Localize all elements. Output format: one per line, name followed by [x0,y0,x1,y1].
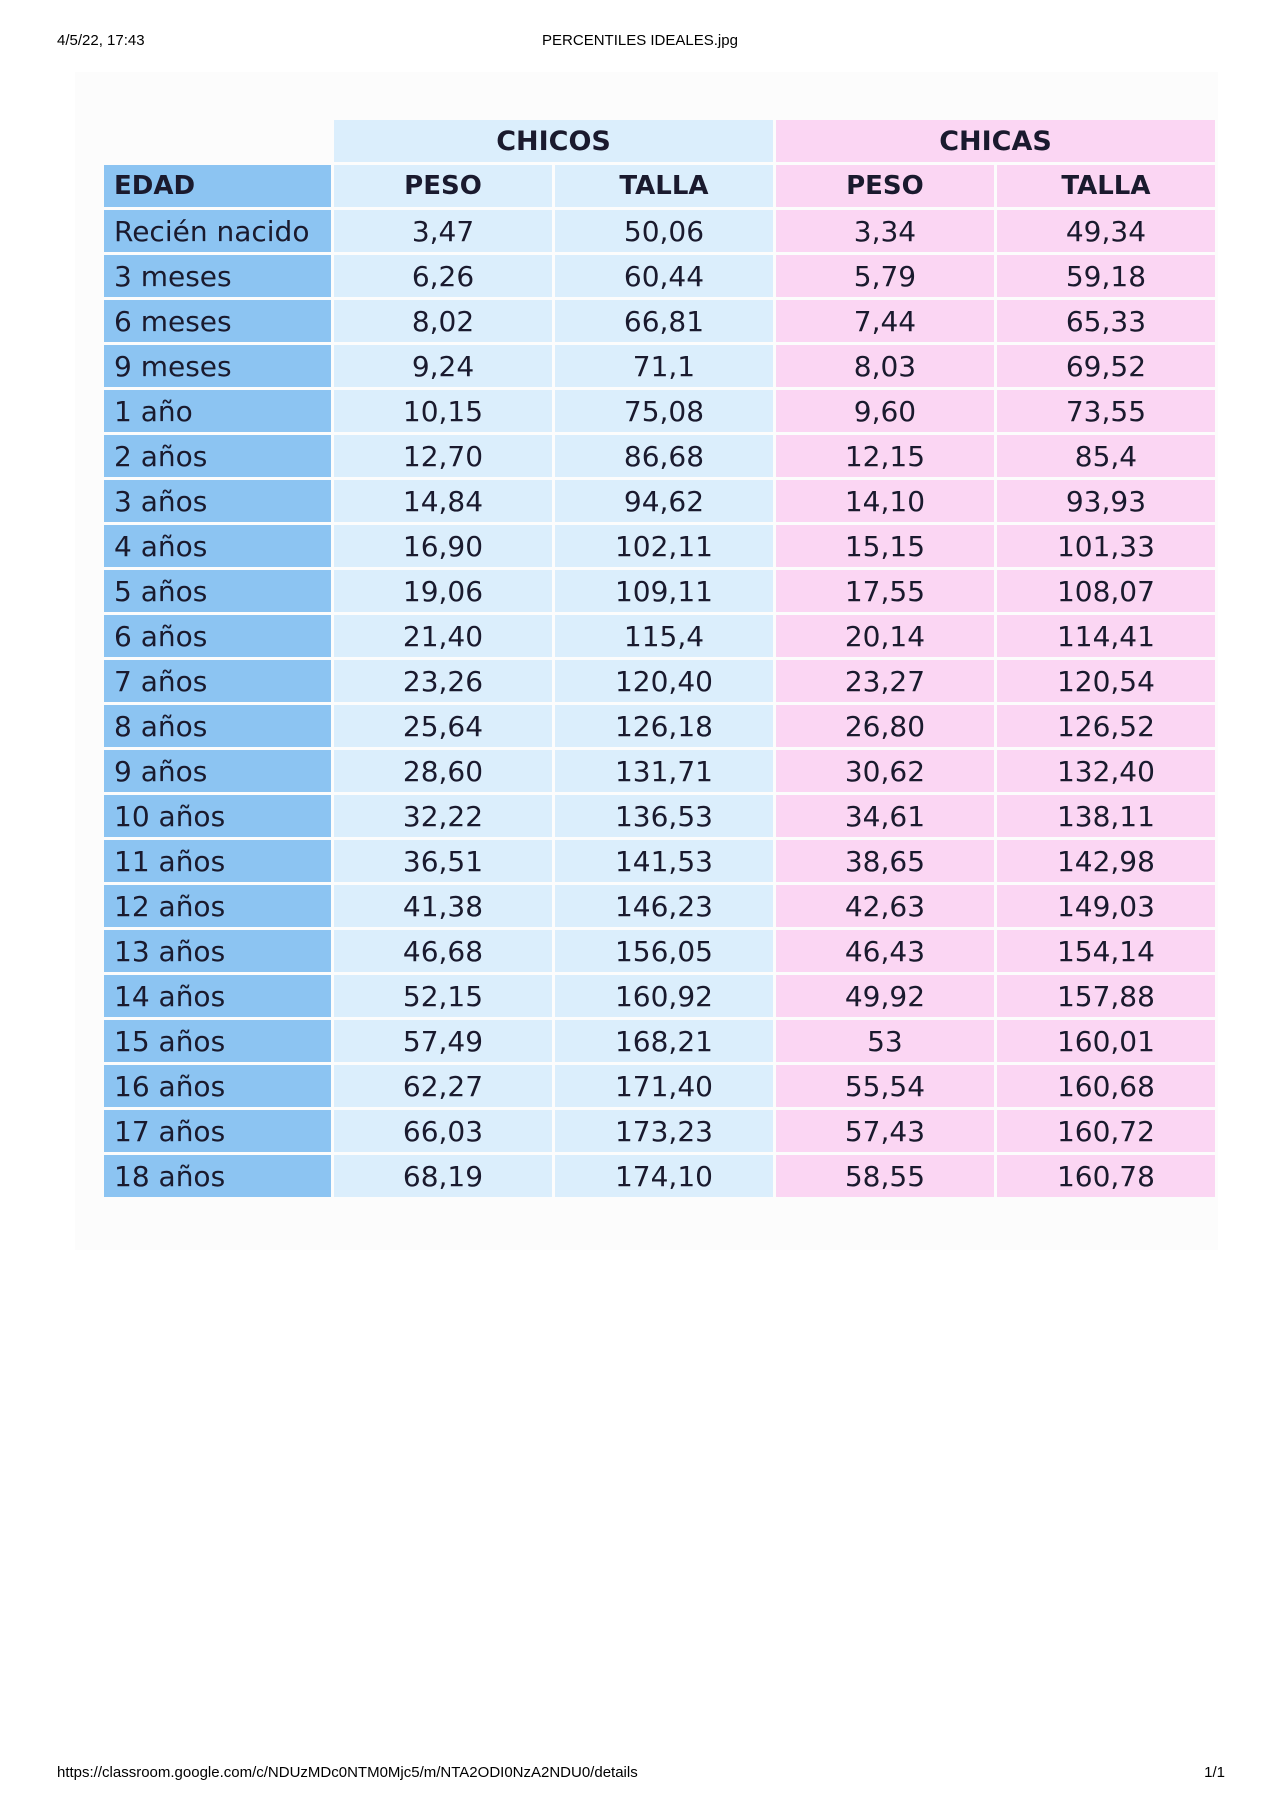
cell-boys-weight: 36,51 [334,840,552,882]
cell-girls-weight: 23,27 [776,660,994,702]
cell-age: 16 años [104,1065,331,1107]
table-row [104,300,1215,342]
cell-age: 9 años [104,750,331,792]
table-row [104,1155,1215,1197]
cell-boys-height: 131,71 [555,750,773,792]
cell-boys-height: 115,4 [555,615,773,657]
column-header-girls-height: TALLA [997,165,1215,207]
cell-boys-height: 174,10 [555,1155,773,1197]
cell-boys-height: 173,23 [555,1110,773,1152]
cell-boys-weight: 57,49 [334,1020,552,1062]
cell-age: 9 meses [104,345,331,387]
cell-girls-weight: 12,15 [776,435,994,477]
cell-boys-height: 102,11 [555,525,773,567]
cell-girls-height: 69,52 [997,345,1215,387]
group-header-row [104,120,1215,162]
percentile-table-image [75,72,1218,1250]
blank-corner [104,120,331,162]
cell-girls-height: 149,03 [997,885,1215,927]
cell-girls-height: 120,54 [997,660,1215,702]
cell-girls-height: 59,18 [997,255,1215,297]
cell-boys-weight: 16,90 [334,525,552,567]
cell-boys-weight: 8,02 [334,300,552,342]
cell-age: 15 años [104,1020,331,1062]
cell-girls-weight: 9,60 [776,390,994,432]
table-row [104,390,1215,432]
cell-girls-height: 160,68 [997,1065,1215,1107]
cell-age: 6 meses [104,300,331,342]
cell-boys-weight: 10,15 [334,390,552,432]
cell-girls-height: 108,07 [997,570,1215,612]
cell-boys-height: 50,06 [555,210,773,252]
cell-age: 10 años [104,795,331,837]
cell-girls-weight: 57,43 [776,1110,994,1152]
cell-boys-weight: 41,38 [334,885,552,927]
cell-girls-weight: 26,80 [776,705,994,747]
table-row [104,210,1215,252]
cell-boys-weight: 32,22 [334,795,552,837]
cell-girls-height: 154,14 [997,930,1215,972]
table-wrapper [101,117,1218,1200]
cell-girls-weight: 14,10 [776,480,994,522]
table-row [104,525,1215,567]
cell-girls-height: 49,34 [997,210,1215,252]
cell-girls-height: 138,11 [997,795,1215,837]
column-header-row [104,165,1215,207]
cell-boys-height: 66,81 [555,300,773,342]
cell-boys-weight: 23,26 [334,660,552,702]
cell-age: 13 años [104,930,331,972]
cell-girls-weight: 7,44 [776,300,994,342]
cell-girls-weight: 15,15 [776,525,994,567]
cell-girls-height: 142,98 [997,840,1215,882]
table-row [104,615,1215,657]
cell-boys-weight: 25,64 [334,705,552,747]
cell-boys-weight: 3,47 [334,210,552,252]
cell-boys-weight: 14,84 [334,480,552,522]
cell-boys-height: 168,21 [555,1020,773,1062]
cell-girls-weight: 53 [776,1020,994,1062]
cell-boys-weight: 66,03 [334,1110,552,1152]
print-header [0,32,1280,52]
cell-boys-weight: 68,19 [334,1155,552,1197]
cell-girls-height: 65,33 [997,300,1215,342]
cell-girls-weight: 30,62 [776,750,994,792]
table-row [104,480,1215,522]
cell-girls-weight: 58,55 [776,1155,994,1197]
cell-boys-height: 60,44 [555,255,773,297]
cell-girls-height: 160,01 [997,1020,1215,1062]
cell-age: 2 años [104,435,331,477]
column-header-boys-height: TALLA [555,165,773,207]
cell-girls-weight: 8,03 [776,345,994,387]
cell-age: 3 meses [104,255,331,297]
cell-age: 1 año [104,390,331,432]
cell-girls-weight: 34,61 [776,795,994,837]
cell-boys-height: 141,53 [555,840,773,882]
cell-boys-height: 94,62 [555,480,773,522]
cell-age: 3 años [104,480,331,522]
table-row [104,975,1215,1017]
cell-boys-weight: 46,68 [334,930,552,972]
cell-boys-height: 86,68 [555,435,773,477]
cell-girls-height: 160,72 [997,1110,1215,1152]
cell-age: 14 años [104,975,331,1017]
column-header-girls-weight: PESO [776,165,994,207]
cell-age: 5 años [104,570,331,612]
cell-girls-weight: 55,54 [776,1065,994,1107]
table-row [104,705,1215,747]
cell-age: 7 años [104,660,331,702]
cell-girls-height: 114,41 [997,615,1215,657]
cell-girls-weight: 49,92 [776,975,994,1017]
column-header-age: EDAD [104,165,331,207]
cell-girls-weight: 46,43 [776,930,994,972]
cell-girls-height: 73,55 [997,390,1215,432]
cell-girls-height: 132,40 [997,750,1215,792]
cell-age: Recién nacido [104,210,331,252]
cell-boys-height: 171,40 [555,1065,773,1107]
table-row [104,255,1215,297]
cell-boys-weight: 62,27 [334,1065,552,1107]
table-row [104,840,1215,882]
cell-boys-weight: 6,26 [334,255,552,297]
table-row [104,795,1215,837]
table-row [104,1110,1215,1152]
cell-boys-weight: 21,40 [334,615,552,657]
cell-age: 17 años [104,1110,331,1152]
cell-girls-height: 157,88 [997,975,1215,1017]
percentile-table [101,117,1218,1200]
cell-girls-weight: 20,14 [776,615,994,657]
print-url: https://classroom.google.com/c/NDUzMDc0NTM0Mjc5/m/NTA2ODI0NzA2NDU0/details [57,1764,638,1781]
cell-boys-weight: 28,60 [334,750,552,792]
cell-age: 12 años [104,885,331,927]
cell-boys-weight: 52,15 [334,975,552,1017]
table-body [104,210,1215,1197]
cell-girls-height: 101,33 [997,525,1215,567]
group-header-boys: CHICOS [334,120,773,162]
cell-boys-weight: 9,24 [334,345,552,387]
print-datetime: 4/5/22, 17:43 [57,32,145,49]
cell-age: 18 años [104,1155,331,1197]
cell-girls-height: 160,78 [997,1155,1215,1197]
cell-boys-height: 71,1 [555,345,773,387]
cell-boys-height: 126,18 [555,705,773,747]
table-row [104,1020,1215,1062]
print-page-number: 1/1 [1204,1764,1225,1781]
cell-boys-height: 136,53 [555,795,773,837]
table-row [104,930,1215,972]
print-file-title: PERCENTILES IDEALES.jpg [542,32,738,49]
table-row [104,345,1215,387]
print-footer [0,1764,1280,1784]
cell-boys-height: 156,05 [555,930,773,972]
cell-age: 11 años [104,840,331,882]
cell-age: 8 años [104,705,331,747]
table-row [104,1065,1215,1107]
cell-girls-weight: 17,55 [776,570,994,612]
table-row [104,570,1215,612]
cell-girls-weight: 42,63 [776,885,994,927]
cell-boys-height: 160,92 [555,975,773,1017]
cell-girls-weight: 5,79 [776,255,994,297]
cell-boys-weight: 12,70 [334,435,552,477]
cell-boys-height: 109,11 [555,570,773,612]
cell-girls-weight: 38,65 [776,840,994,882]
cell-age: 6 años [104,615,331,657]
cell-girls-weight: 3,34 [776,210,994,252]
cell-girls-height: 126,52 [997,705,1215,747]
cell-boys-height: 120,40 [555,660,773,702]
table-row [104,885,1215,927]
cell-age: 4 años [104,525,331,567]
column-header-boys-weight: PESO [334,165,552,207]
cell-boys-height: 146,23 [555,885,773,927]
table-row [104,750,1215,792]
group-header-girls: CHICAS [776,120,1215,162]
cell-boys-height: 75,08 [555,390,773,432]
table-row [104,660,1215,702]
cell-girls-height: 85,4 [997,435,1215,477]
cell-boys-weight: 19,06 [334,570,552,612]
cell-girls-height: 93,93 [997,480,1215,522]
table-row [104,435,1215,477]
